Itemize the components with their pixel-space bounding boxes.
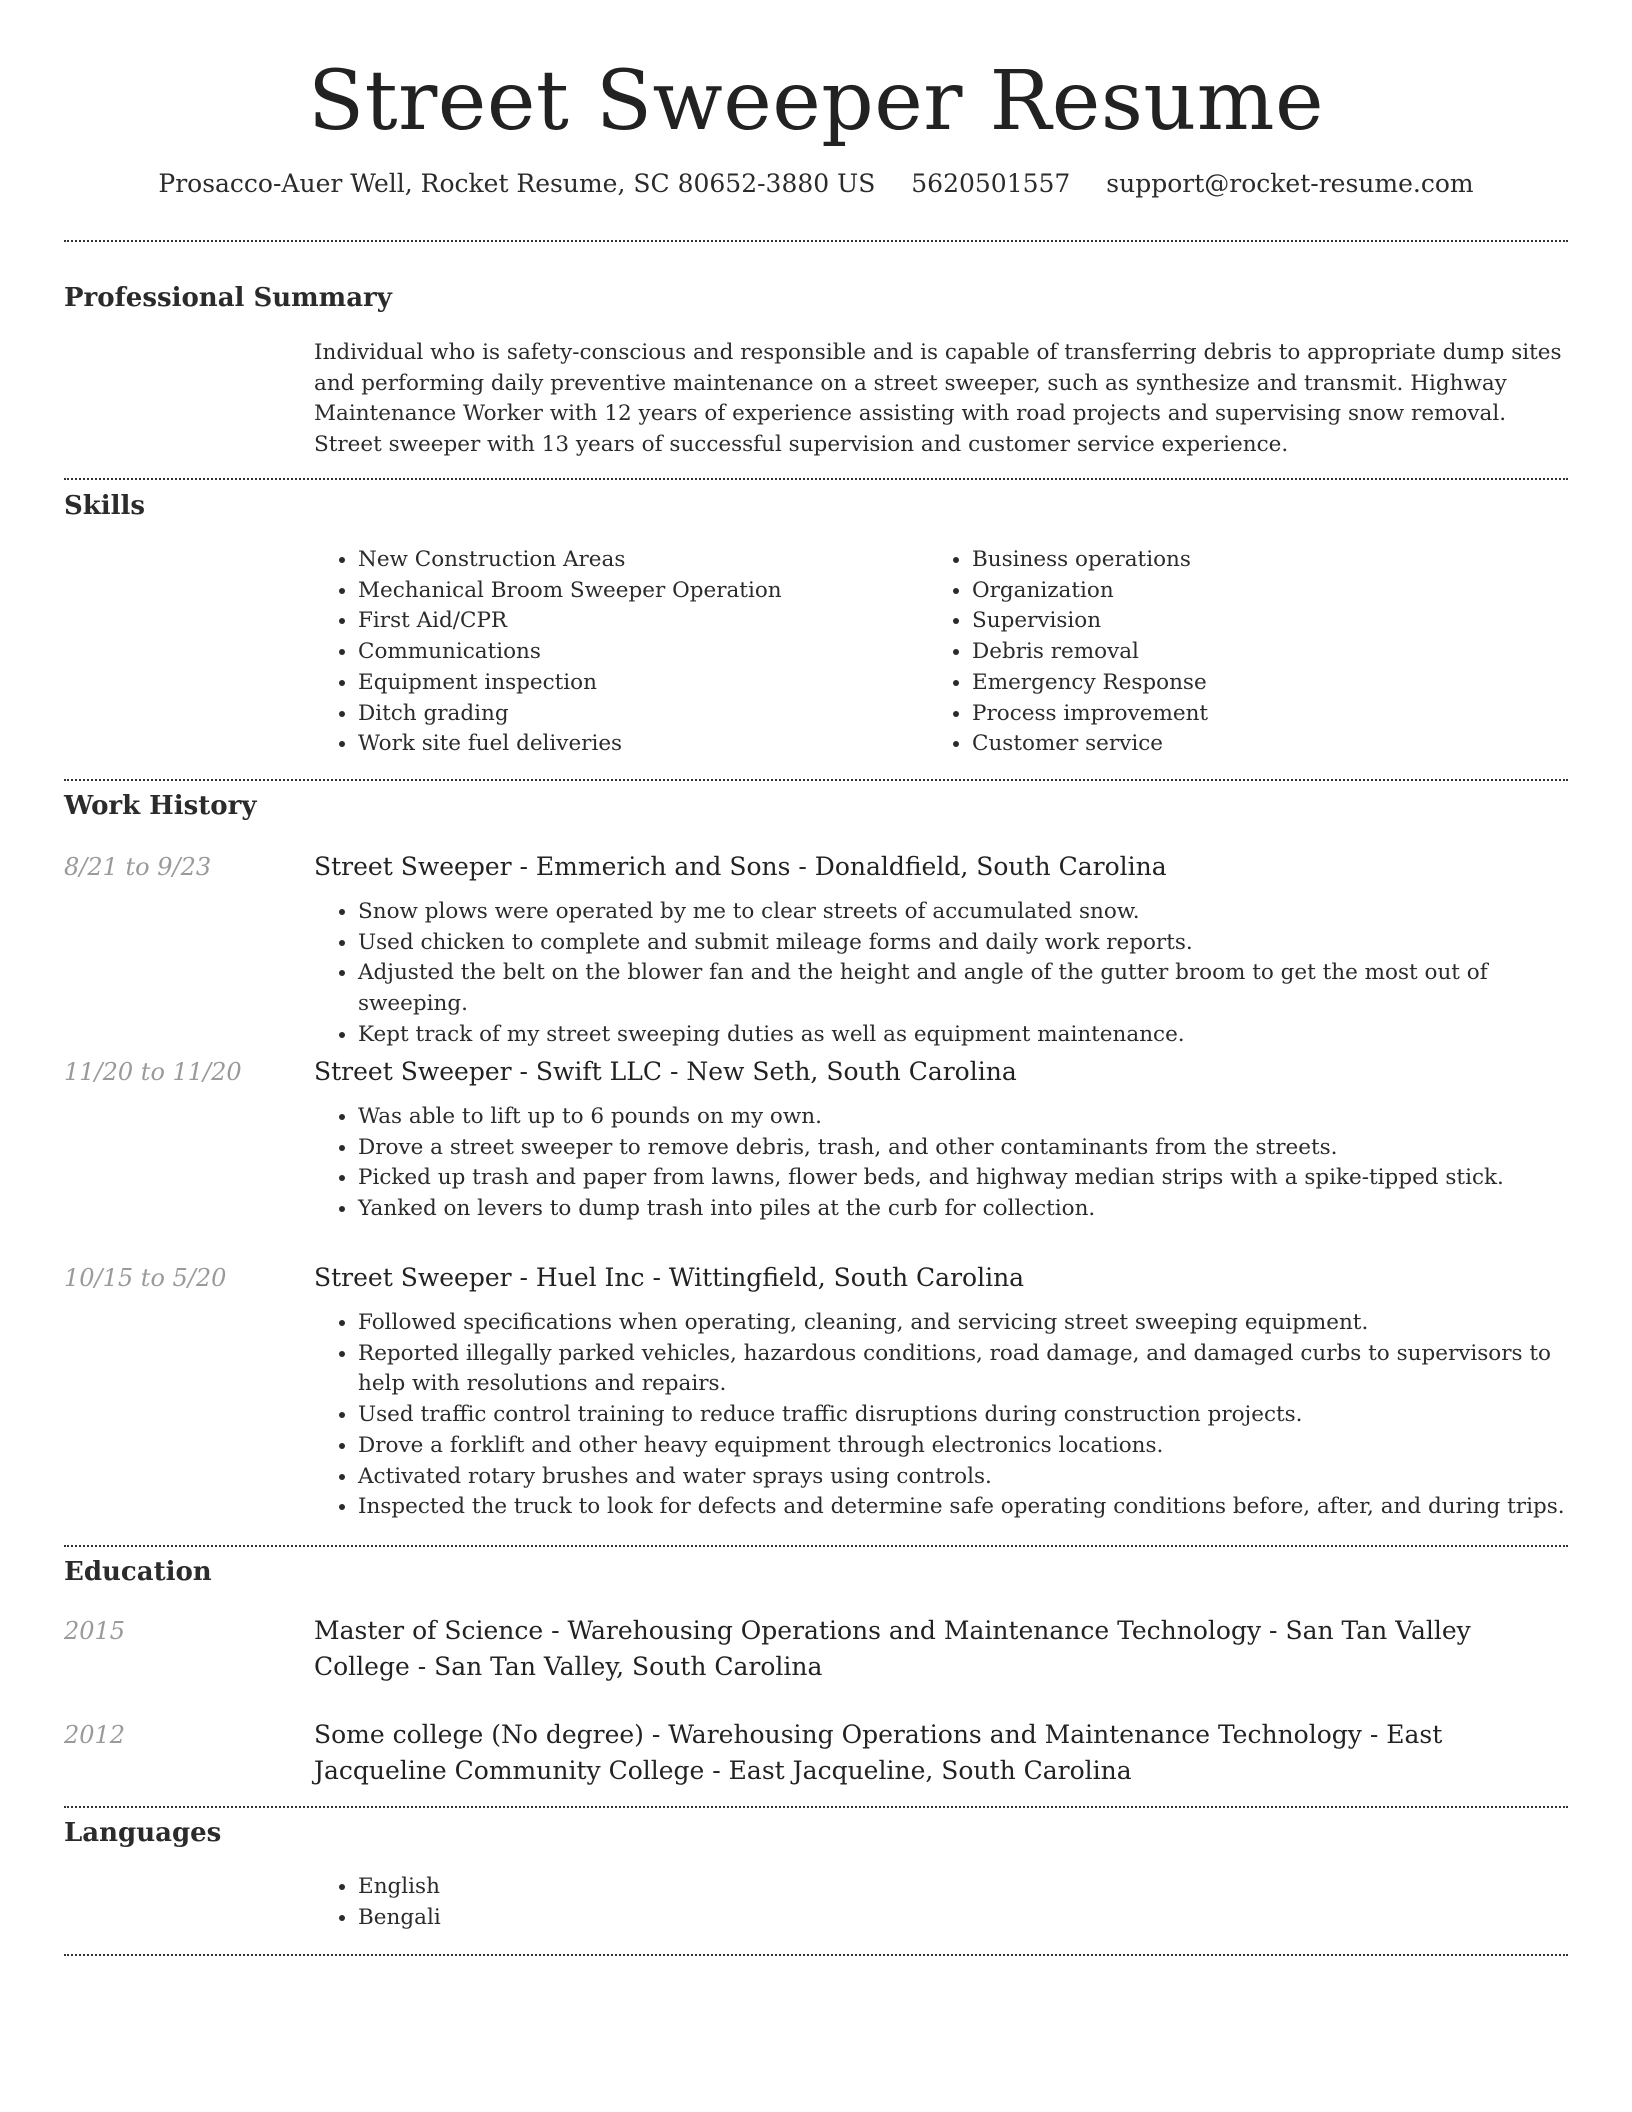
job-header-row (64, 849, 1568, 885)
page-title: Street Sweeper Resume (307, 54, 1325, 149)
skill-item: • First Aid/CPR (358, 606, 928, 637)
duty-item: • Activated rotary brushes and water sprays using controls. (358, 1462, 1568, 1493)
skill-item: • Business operations (972, 545, 1542, 576)
skill-item: • Process improvement (972, 699, 1542, 730)
divider (64, 478, 1568, 480)
job-heading: Street Sweeper - Emmerich and Sons - Donaldfield, South Carolina (314, 852, 1167, 881)
divider (64, 240, 1568, 242)
skills-section (64, 489, 1568, 760)
summary-section (64, 281, 1568, 460)
job-duties (314, 1308, 1568, 1523)
duty-item: • Snow plows were operated by me to clear streets of accumulated snow. (358, 897, 1568, 928)
divider (64, 1806, 1568, 1808)
divider (64, 1954, 1568, 1956)
skill-item: • Customer service (972, 729, 1542, 760)
job-duties (314, 1102, 1568, 1225)
contact-phone: 5620501557 (911, 169, 1071, 198)
job-dates: 11/20 to 11/20 (64, 1058, 242, 1086)
language-item: • Bengali (358, 1903, 1568, 1934)
skill-item: • Mechanical Broom Sweeper Operation (358, 576, 928, 607)
languages-heading: Languages (64, 1818, 222, 1848)
skill-item: • Work site fuel deliveries (358, 729, 928, 760)
divider (64, 1545, 1568, 1547)
skill-item: • Organization (972, 576, 1542, 607)
education-year: 2012 (64, 1721, 126, 1749)
language-item: • English (358, 1872, 1568, 1903)
education-entry (64, 1717, 1568, 1789)
summary-divider (64, 478, 1568, 480)
skills-heading: Skills (64, 491, 146, 521)
duty-item: • Reported illegally parked vehicles, hazardous conditions, road damage, and damaged curbs to supervisors to help with resolutions and repairs. (358, 1339, 1568, 1400)
job-heading: Street Sweeper - Swift LLC - New Seth, South Carolina (314, 1057, 1017, 1086)
skill-item: • New Construction Areas (358, 545, 928, 576)
languages-body (314, 1872, 1568, 1933)
languages-divider (64, 1954, 1568, 1956)
duty-item: • Inspected the truck to look for defects and determine safe operating conditions before, after, and during trips. (358, 1492, 1568, 1523)
job-header-row (64, 1054, 1568, 1090)
education-section (64, 1555, 1568, 1589)
skill-item: • Ditch grading (358, 699, 928, 730)
contact-line (64, 168, 1568, 200)
duty-item: • Drove a street sweeper to remove debris, trash, and other contaminants from the streets. (358, 1133, 1568, 1164)
duty-item: • Adjusted the belt on the blower fan and the height and angle of the gutter broom to get the most out of sweeping. (358, 958, 1568, 1019)
work-heading: Work History (64, 791, 257, 821)
languages-list (314, 1872, 1568, 1933)
job-dates: 10/15 to 5/20 (64, 1264, 227, 1292)
skill-item: • Equipment inspection (358, 668, 928, 699)
job-entry (64, 849, 1568, 1051)
education-row (64, 1717, 1568, 1789)
skills-divider (64, 779, 1568, 781)
education-year: 2015 (64, 1617, 126, 1645)
work-divider (64, 1545, 1568, 1547)
duty-item: • Followed specifications when operating, cleaning, and servicing street sweeping equipment. (358, 1308, 1568, 1339)
skill-item: • Emergency Response (972, 668, 1542, 699)
education-heading-text: Some college (No degree) - Warehousing Operations and Maintenance Technology - East Jacqueline Community College - East Jacqueline, South Carolina (314, 1720, 1443, 1785)
duty-item: • Used traffic control training to reduce traffic disruptions during construction projects. (358, 1400, 1568, 1431)
duty-item: • Drove a forklift and other heavy equipment through electronics locations. (358, 1431, 1568, 1462)
summary-body (314, 338, 1568, 460)
contact-address: Prosacco-Auer Well, Rocket Resume, SC 80652-3880 US (158, 169, 876, 198)
summary-text: Individual who is safety-conscious and responsible and is capable of transferring debris to appropriate dump sites and performing daily preventive maintenance on a street sweeper, such as synthesize and transmit. Highway Maintenance Worker with 12 years of experience assisting with road projects and supervising snow removal. Street sweeper with 13 years of successful supervision and customer service experience. (314, 340, 1562, 457)
contact-email: support@rocket-resume.com (1106, 169, 1474, 198)
summary-heading: Professional Summary (64, 283, 392, 313)
education-row (64, 1613, 1568, 1685)
job-entry (64, 1054, 1568, 1225)
skills-columns (314, 545, 1568, 760)
skill-item: • Supervision (972, 606, 1542, 637)
languages-section (64, 1816, 1568, 1933)
job-header-row (64, 1260, 1568, 1296)
duty-item: • Picked up trash and paper from lawns, flower beds, and highway median strips with a spike-tipped stick. (358, 1163, 1568, 1194)
duty-item: • Yanked on levers to dump trash into piles at the curb for collection. (358, 1194, 1568, 1225)
job-duties (314, 897, 1568, 1051)
education-entry (64, 1613, 1568, 1685)
education-heading-text: Master of Science - Warehousing Operations and Maintenance Technology - San Tan Valley College - San Tan Valley, South Carolina (314, 1616, 1471, 1681)
skills-list-right (928, 545, 1542, 760)
duty-item: • Was able to lift up to 6 pounds on my own. (358, 1102, 1568, 1133)
skills-list-left (314, 545, 928, 760)
job-entry (64, 1260, 1568, 1523)
education-divider (64, 1806, 1568, 1808)
skill-item: • Debris removal (972, 637, 1542, 668)
education-heading: Education (64, 1557, 212, 1587)
job-dates: 8/21 to 9/23 (64, 853, 212, 881)
job-bullets (314, 1102, 1568, 1225)
work-section (64, 789, 1568, 823)
duty-item: • Used chicken to complete and submit mileage forms and daily work reports. (358, 928, 1568, 959)
divider (64, 779, 1568, 781)
header-divider (64, 240, 1568, 242)
job-bullets (314, 897, 1568, 1051)
job-heading: Street Sweeper - Huel Inc - Wittingfield, South Carolina (314, 1263, 1025, 1292)
duty-item: • Kept track of my street sweeping duties as well as equipment maintenance. (358, 1020, 1568, 1051)
skill-item: • Communications (358, 637, 928, 668)
job-bullets (314, 1308, 1568, 1523)
